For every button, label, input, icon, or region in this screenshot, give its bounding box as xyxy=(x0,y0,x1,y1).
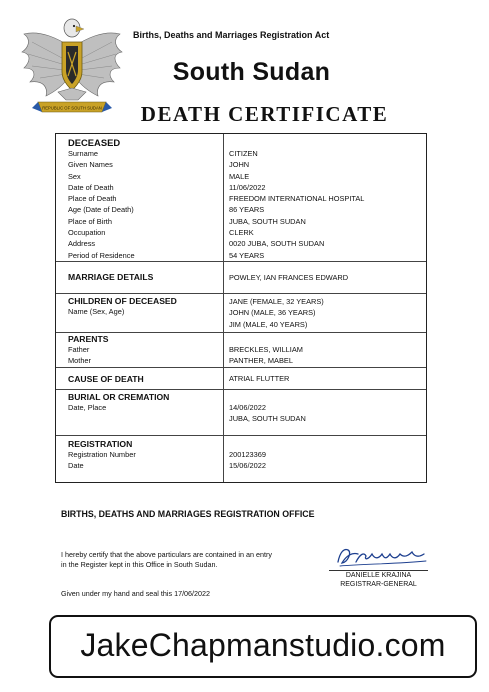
column-divider xyxy=(223,333,224,367)
certification-text-line: in the Register kept in this Office in South Sudan. xyxy=(61,560,218,569)
father-label: Father xyxy=(68,345,90,354)
burial-date-value: 14/06/2022 xyxy=(229,403,266,412)
given-names-value: JOHN xyxy=(229,160,250,170)
registrar-title: REGISTRAR-GENERAL xyxy=(340,581,417,588)
surname-value: CITIZEN xyxy=(229,149,258,158)
age-label: Age (Date of Death) xyxy=(68,205,134,215)
registrar-signature xyxy=(334,542,429,570)
burial-sublabel: Date, Place xyxy=(68,403,107,412)
column-divider xyxy=(223,134,224,261)
registration-date-label: Date xyxy=(68,461,84,471)
burial-section xyxy=(56,390,426,436)
act-title: Births, Deaths and Marriages Registration Act xyxy=(133,30,330,40)
occupation-label: Occupation xyxy=(68,228,106,238)
country-name: South Sudan xyxy=(172,58,331,86)
parents-section xyxy=(56,333,426,368)
svg-text:REPUBLIC OF SOUTH SUDAN: REPUBLIC OF SOUTH SUDAN xyxy=(42,105,102,111)
children-sublabel: Name (Sex, Age) xyxy=(68,307,125,316)
registration-office-heading: BIRTHS, DEATHS AND MARRIAGES REGISTRATION OFFICE xyxy=(61,509,315,519)
cause-heading: CAUSE OF DEATH xyxy=(68,374,144,384)
place-of-death-label: Place of Death xyxy=(68,194,117,204)
certification-text-line: I hereby certify that the above particulars are contained in an entry xyxy=(61,550,272,559)
watermark-text: JakeChapmanstudio.com xyxy=(80,627,446,663)
period-of-residence-label: Period of Residence xyxy=(68,250,135,260)
document-title: DEATH CERTIFICATE xyxy=(140,102,389,126)
cause-value: ATRIAL FLUTTER xyxy=(229,374,290,383)
place-of-birth-value: JUBA, SOUTH SUDAN xyxy=(229,216,306,226)
period-of-residence-value: 54 YEARS xyxy=(229,250,265,260)
certificate-table xyxy=(55,133,427,483)
column-divider xyxy=(223,368,224,389)
registration-date-value: 15/06/2022 xyxy=(229,461,266,471)
place-of-death-value: FREEDOM INTERNATIONAL HOSPITAL xyxy=(229,194,365,204)
registration-number-label: Registration Number xyxy=(68,450,136,459)
spouse-value: POWLEY, IAN FRANCES EDWARD xyxy=(229,273,349,282)
address-value: 0020 JUBA, SOUTH SUDAN xyxy=(229,239,325,249)
registration-heading: REGISTRATION xyxy=(68,439,133,449)
marriage-section xyxy=(56,262,426,294)
registration-number-value: 200123369 xyxy=(229,450,266,459)
address-label: Address xyxy=(68,239,96,249)
child-value: JOHN (MALE, 36 YEARS) xyxy=(229,308,316,318)
mother-label: Mother xyxy=(68,356,92,366)
given-under-hand-text: Given under my hand and seal this 17/06/2022 xyxy=(61,589,211,598)
deceased-heading: DECEASED xyxy=(68,137,121,148)
given-names-label: Given Names xyxy=(68,160,113,170)
column-divider xyxy=(223,262,224,293)
burial-heading: BURIAL OR CREMATION xyxy=(68,392,170,402)
registrar-name: DANIELLE KRAJINA xyxy=(345,572,412,579)
column-divider xyxy=(223,436,224,482)
father-value: BRECKLES, WILLIAM xyxy=(229,345,303,354)
signature-line xyxy=(329,570,428,571)
sex-label: Sex xyxy=(68,171,81,181)
age-value: 86 YEARS xyxy=(229,205,265,215)
registration-section xyxy=(56,436,426,482)
sex-value: MALE xyxy=(229,171,250,181)
child-value: JIM (MALE, 40 YEARS) xyxy=(229,319,308,329)
burial-place-value: JUBA, SOUTH SUDAN xyxy=(229,414,306,424)
cause-section xyxy=(56,368,426,390)
children-section xyxy=(56,294,426,333)
parents-heading: PARENTS xyxy=(68,334,109,344)
surname-label: Surname xyxy=(68,149,98,158)
occupation-value: CLERK xyxy=(229,228,254,238)
mother-value: PANTHER, MABEL xyxy=(229,356,293,366)
children-heading: CHILDREN OF DECEASED xyxy=(68,296,177,306)
deceased-section xyxy=(56,134,426,262)
child-value: JANE (FEMALE, 32 YEARS) xyxy=(229,297,324,306)
date-of-death-value: 11/06/2022 xyxy=(229,182,266,192)
date-of-death-label: Date of Death xyxy=(68,182,114,192)
place-of-birth-label: Place of Birth xyxy=(68,216,112,226)
column-divider xyxy=(223,390,224,435)
column-divider xyxy=(223,294,224,332)
marriage-heading: MARRIAGE DETAILS xyxy=(68,272,154,282)
